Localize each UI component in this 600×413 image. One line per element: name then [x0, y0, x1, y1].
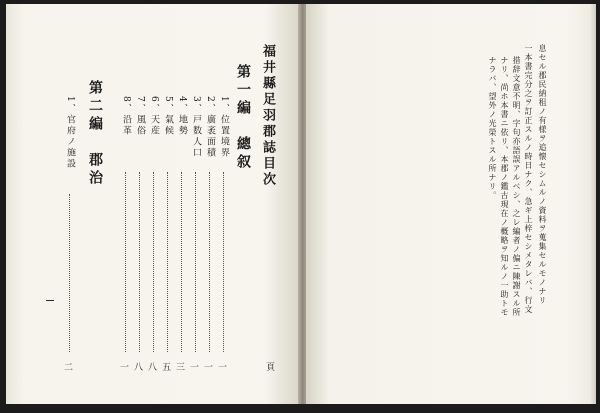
preface-line-4: ナリ、尚ホ本書ニ依リ、本郡ノ鑑古現在ノ概略ヲ知ルノ一助トモ: [500, 56, 509, 317]
toc-leader: [167, 172, 168, 352]
toc-entry-4-page: 三: [176, 363, 186, 373]
toc-entry-5[interactable]: 5、氣候: [163, 96, 173, 137]
toc-entry-6[interactable]: 6、天産: [149, 96, 159, 137]
toc-leader: [69, 194, 70, 352]
toc-entry-3[interactable]: 3、戸数人口: [191, 96, 201, 159]
toc-entry-7[interactable]: 7、風俗: [135, 96, 145, 137]
toc-entry-9[interactable]: 1、官府ノ施設: [65, 96, 75, 170]
toc-page: [6, 4, 300, 404]
toc-entry-9-page: 二: [64, 363, 74, 373]
toc-entry-7-page: 八: [134, 363, 144, 373]
toc-entry-8-page: 一: [120, 363, 130, 373]
toc-title: 福井縣足羽郡誌目次: [260, 44, 275, 188]
margin-dash: [46, 300, 54, 301]
toc-entry-1-page: 一: [218, 363, 228, 373]
preface-line-3: 措辞文意不明、字句亦語誤アルベシ、之レ編者ノ偏ニ陳謝スル所: [512, 56, 521, 317]
toc-entry-6-page: 八: [148, 363, 158, 373]
page-edge-shadow: [590, 4, 596, 404]
preface-page: [306, 4, 596, 404]
toc-leader: [181, 172, 182, 352]
book-spread: [6, 4, 596, 404]
toc-entry-2[interactable]: 2、廣袤面積: [205, 96, 215, 159]
toc-page-header: 頁: [266, 363, 276, 373]
part1-heading: 第一編 總叙: [235, 64, 251, 172]
toc-entry-4[interactable]: 4、地勢: [177, 96, 187, 137]
toc-leader: [209, 172, 210, 352]
toc-entry-2-page: 一: [204, 363, 214, 373]
preface-line-2: 一本書完分之ヲ訂正スルノ時日ナク、急ギ上梓セシメタレバ、行文: [524, 44, 533, 314]
toc-entry-1[interactable]: 1、位置境界: [219, 96, 229, 159]
part2-heading: 第二編 郡治: [87, 80, 103, 188]
toc-leader: [125, 172, 126, 352]
preface-line-1: 息セル郡民納租ノ有様ヲ追懐セシムルノ資料ヲ蒐集セルモノナリ: [538, 44, 547, 305]
toc-leader: [223, 172, 224, 352]
toc-leader: [139, 172, 140, 352]
toc-leader: [153, 172, 154, 352]
toc-entry-3-page: 一: [190, 363, 200, 373]
toc-leader: [195, 172, 196, 352]
toc-entry-8[interactable]: 8、沿革: [121, 96, 131, 137]
preface-line-5: ナラバ、望外ノ光榮トスル所ナリ。: [488, 56, 497, 200]
toc-entry-5-page: 五: [162, 363, 172, 373]
